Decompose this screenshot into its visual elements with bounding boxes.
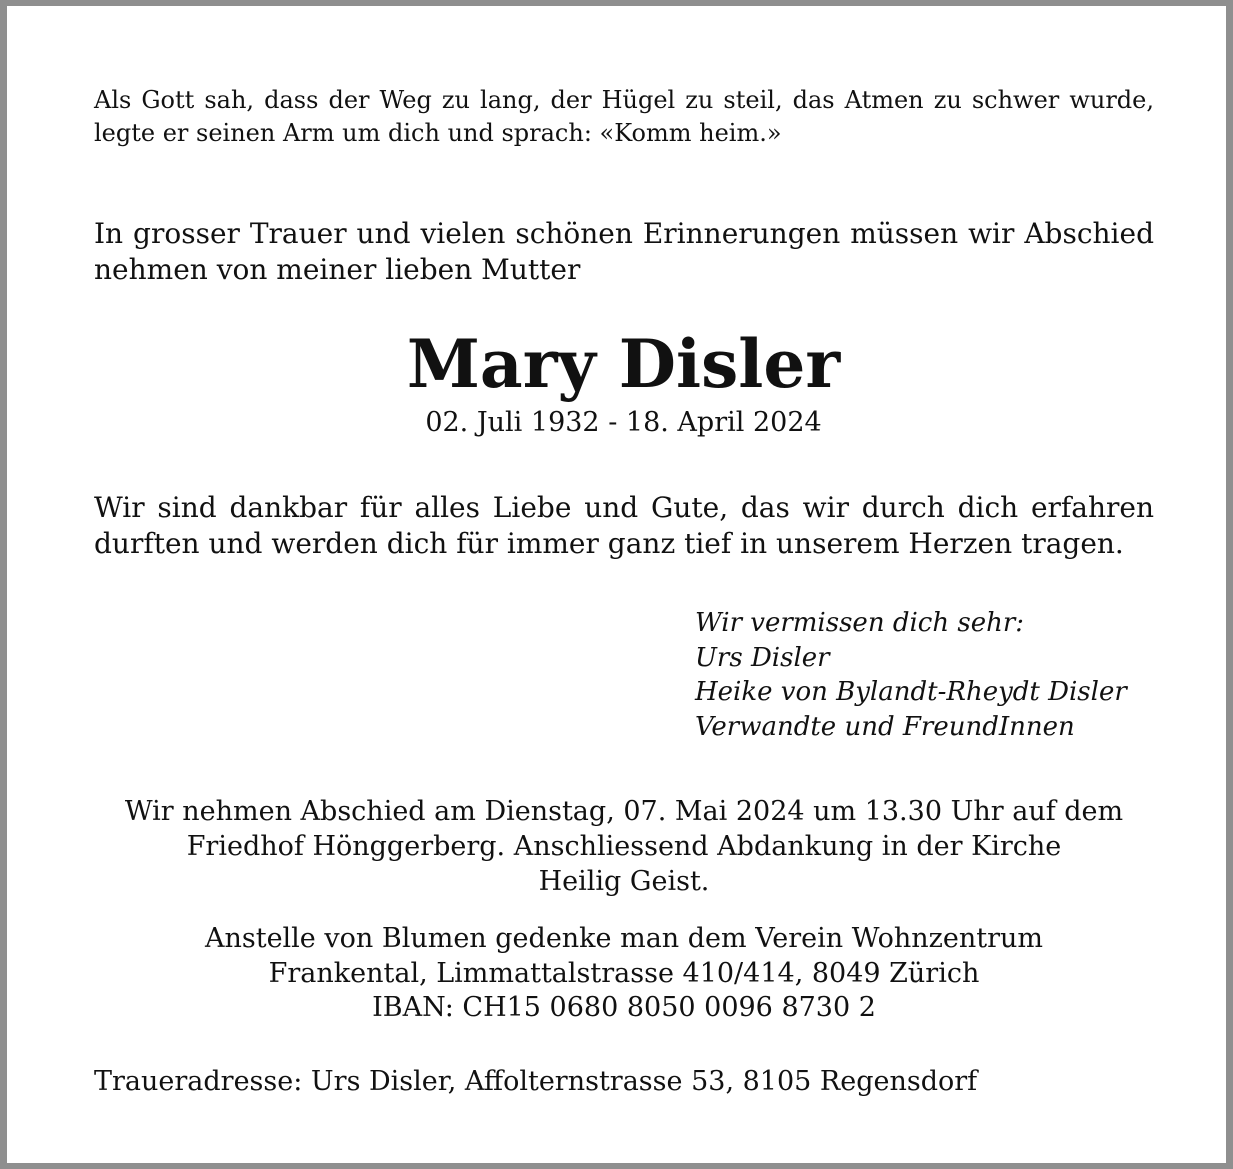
service-line: Heilig Geist.	[538, 866, 710, 897]
signers-heading: Wir vermissen dich sehr:	[695, 608, 1025, 638]
signers-block	[695, 606, 1215, 744]
donation-iban: IBAN: CH15 0680 8050 0096 8730 2	[372, 992, 876, 1023]
donation-line: Frankental, Limmattalstrasse 410/414, 8049 Zürich	[268, 957, 980, 989]
service-line: Friedhof Hönggerberg. Anschliessend Abdankung in der Kirche	[186, 831, 1062, 862]
donation-line: Anstelle von Blumen gedenke man dem Verein Wohnzentrum	[204, 923, 1044, 954]
opening-quote: Als Gott sah, dass der Weg zu lang, der Hügel zu steil, das Atmen zu schwer wurde, legte er seinen Arm um dich und sprach: «Komm heim.»	[94, 86, 1154, 147]
life-dates: 02. Juli 1932 - 18. April 2024	[425, 407, 822, 438]
intro-text: In grosser Trauer und vielen schönen Erinnerungen müssen wir Abschied nehmen von meiner lieben Mutter	[94, 217, 1154, 286]
thanks-text: Wir sind dankbar für alles Liebe und Gute, das wir durch dich erfahren durften und werden dich für immer ganz tief in unserem Herzen tragen.	[94, 491, 1154, 560]
service-line: Wir nehmen Abschied am Dienstag, 07. Mai 2024 um 13.30 Uhr auf dem	[124, 796, 1124, 827]
deceased-name: Mary Disler	[406, 325, 841, 403]
signer-name: Verwandte und FreundInnen	[695, 711, 1075, 742]
donation-info	[94, 922, 1154, 1026]
mourning-address: Traueradresse: Urs Disler, Affolternstrasse 53, 8105 Regensdorf	[94, 1066, 978, 1097]
signer-name: Urs Disler	[695, 642, 830, 673]
signer-name: Heike von Bylandt-Rheydt Disler	[695, 677, 1127, 707]
funeral-service-info	[94, 794, 1154, 899]
